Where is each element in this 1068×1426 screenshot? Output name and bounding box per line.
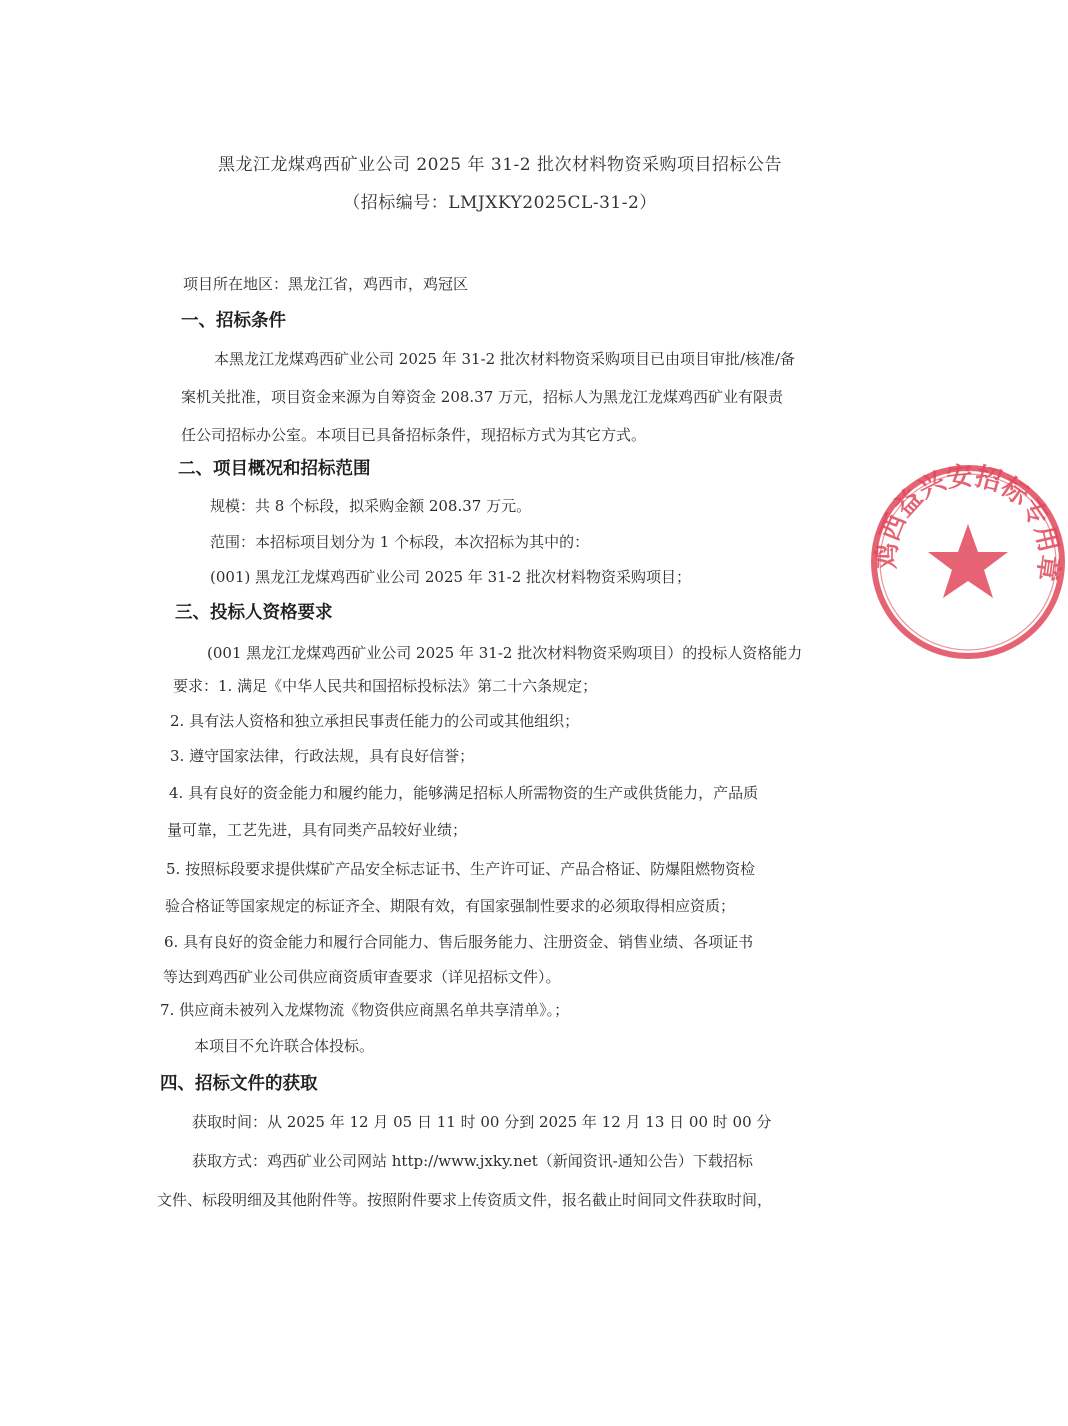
section-heading-1: 一、招标条件 [181,311,286,331]
section-2-line-1: 规模：共 8 个标段，拟采购金额 208.37 万元。 [210,497,532,515]
section-3-line-11: 7. 供应商未被列入龙煤物流《物资供应商黑名单共享清单》。； [160,1001,570,1019]
section-heading-3: 三、投标人资格要求 [175,603,333,623]
section-4-line-3: 文件、标段明细及其他附件等。按照附件要求上传资质文件，报名截止时间同文件获取时间， [157,1191,773,1209]
section-3-line-1: (001 黑龙江龙煤鸡西矿业公司 2025 年 31-2 批次材料物资采购项目）的投标人资格能力 [207,644,803,662]
section-1-line-1: 本黑龙江龙煤鸡西矿业公司 2025 年 31-2 批次材料物资采购项目已由项目审批/核准/备 [214,350,796,368]
tender-code: （招标编号：LMJXKY2025CL-31-2） [343,193,657,213]
star-icon [928,524,1008,598]
official-seal-stamp [868,462,1068,662]
section-3-line-12: 本项目不允许联合体投标。 [194,1037,375,1055]
section-3-line-7: 5. 按照标段要求提供煤矿产品安全标志证书、生产许可证、产品合格证、防爆阻燃物资检 [166,860,756,878]
section-3-line-6: 量可靠，工艺先进，具有同类产品较好业绩； [167,821,468,839]
section-1-line-2: 案机关批准，项目资金来源为自筹资金 208.37 万元，招标人为黑龙江龙煤鸡西矿业有限责 [181,388,784,406]
section-3-line-8: 验合格证等国家规定的标证齐全、期限有效，有国家强制性要求的必须取得相应资质； [165,897,736,915]
section-3-line-9: 6. 具有良好的资金能力和履行合同能力、售后服务能力、注册资金、销售业绩、各项证书 [164,933,754,951]
section-1-line-3: 任公司招标办公室。本项目已具备招标条件，现招标方式为其它方式。 [181,426,647,444]
section-3-line-3: 2. 具有法人资格和独立承担民事责任能力的公司或其他组织； [170,712,580,730]
document-title: 黑龙江龙煤鸡西矿业公司 2025 年 31-2 批次材料物资采购项目招标公告 [217,155,783,175]
section-3-line-4: 3. 遵守国家法律，行政法规，具有良好信誉； [170,747,475,765]
section-3-line-10: 等达到鸡西矿业公司供应商资质审查要求（详见招标文件）。 [163,968,561,986]
section-2-line-2: 范围：本招标项目划分为 1 个标段，本次招标为其中的： [210,533,590,551]
section-4-line-2: 获取方式：鸡西矿业公司网站 http://www.jxky.net（新闻资讯-通知公告）下载招标 [192,1152,753,1170]
section-4-line-1: 获取时间：从 2025 年 12 月 05 日 11 时 00 分到 2025 年 12 月 13 日 00 时 00 分 [192,1113,772,1131]
section-2-line-3: (001) 黑龙江龙煤鸡西矿业公司 2025 年 31-2 批次材料物资采购项目； [210,568,692,586]
section-heading-4: 四、招标文件的获取 [160,1074,318,1094]
section-3-line-5: 4. 具有良好的资金能力和履约能力，能够满足招标人所需物资的生产或供货能力，产品质 [169,784,759,802]
project-region: 项目所在地区：黑龙江省，鸡西市，鸡冠区 [183,275,469,293]
section-heading-2: 二、项目概况和招标范围 [178,459,371,479]
section-3-line-2: 要求：1. 满足《中华人民共和国招标投标法》第二十六条规定； [173,677,598,695]
svg-text:鸡西益兴安招标专用章: 鸡西益兴安招标专用章 [872,462,1064,583]
